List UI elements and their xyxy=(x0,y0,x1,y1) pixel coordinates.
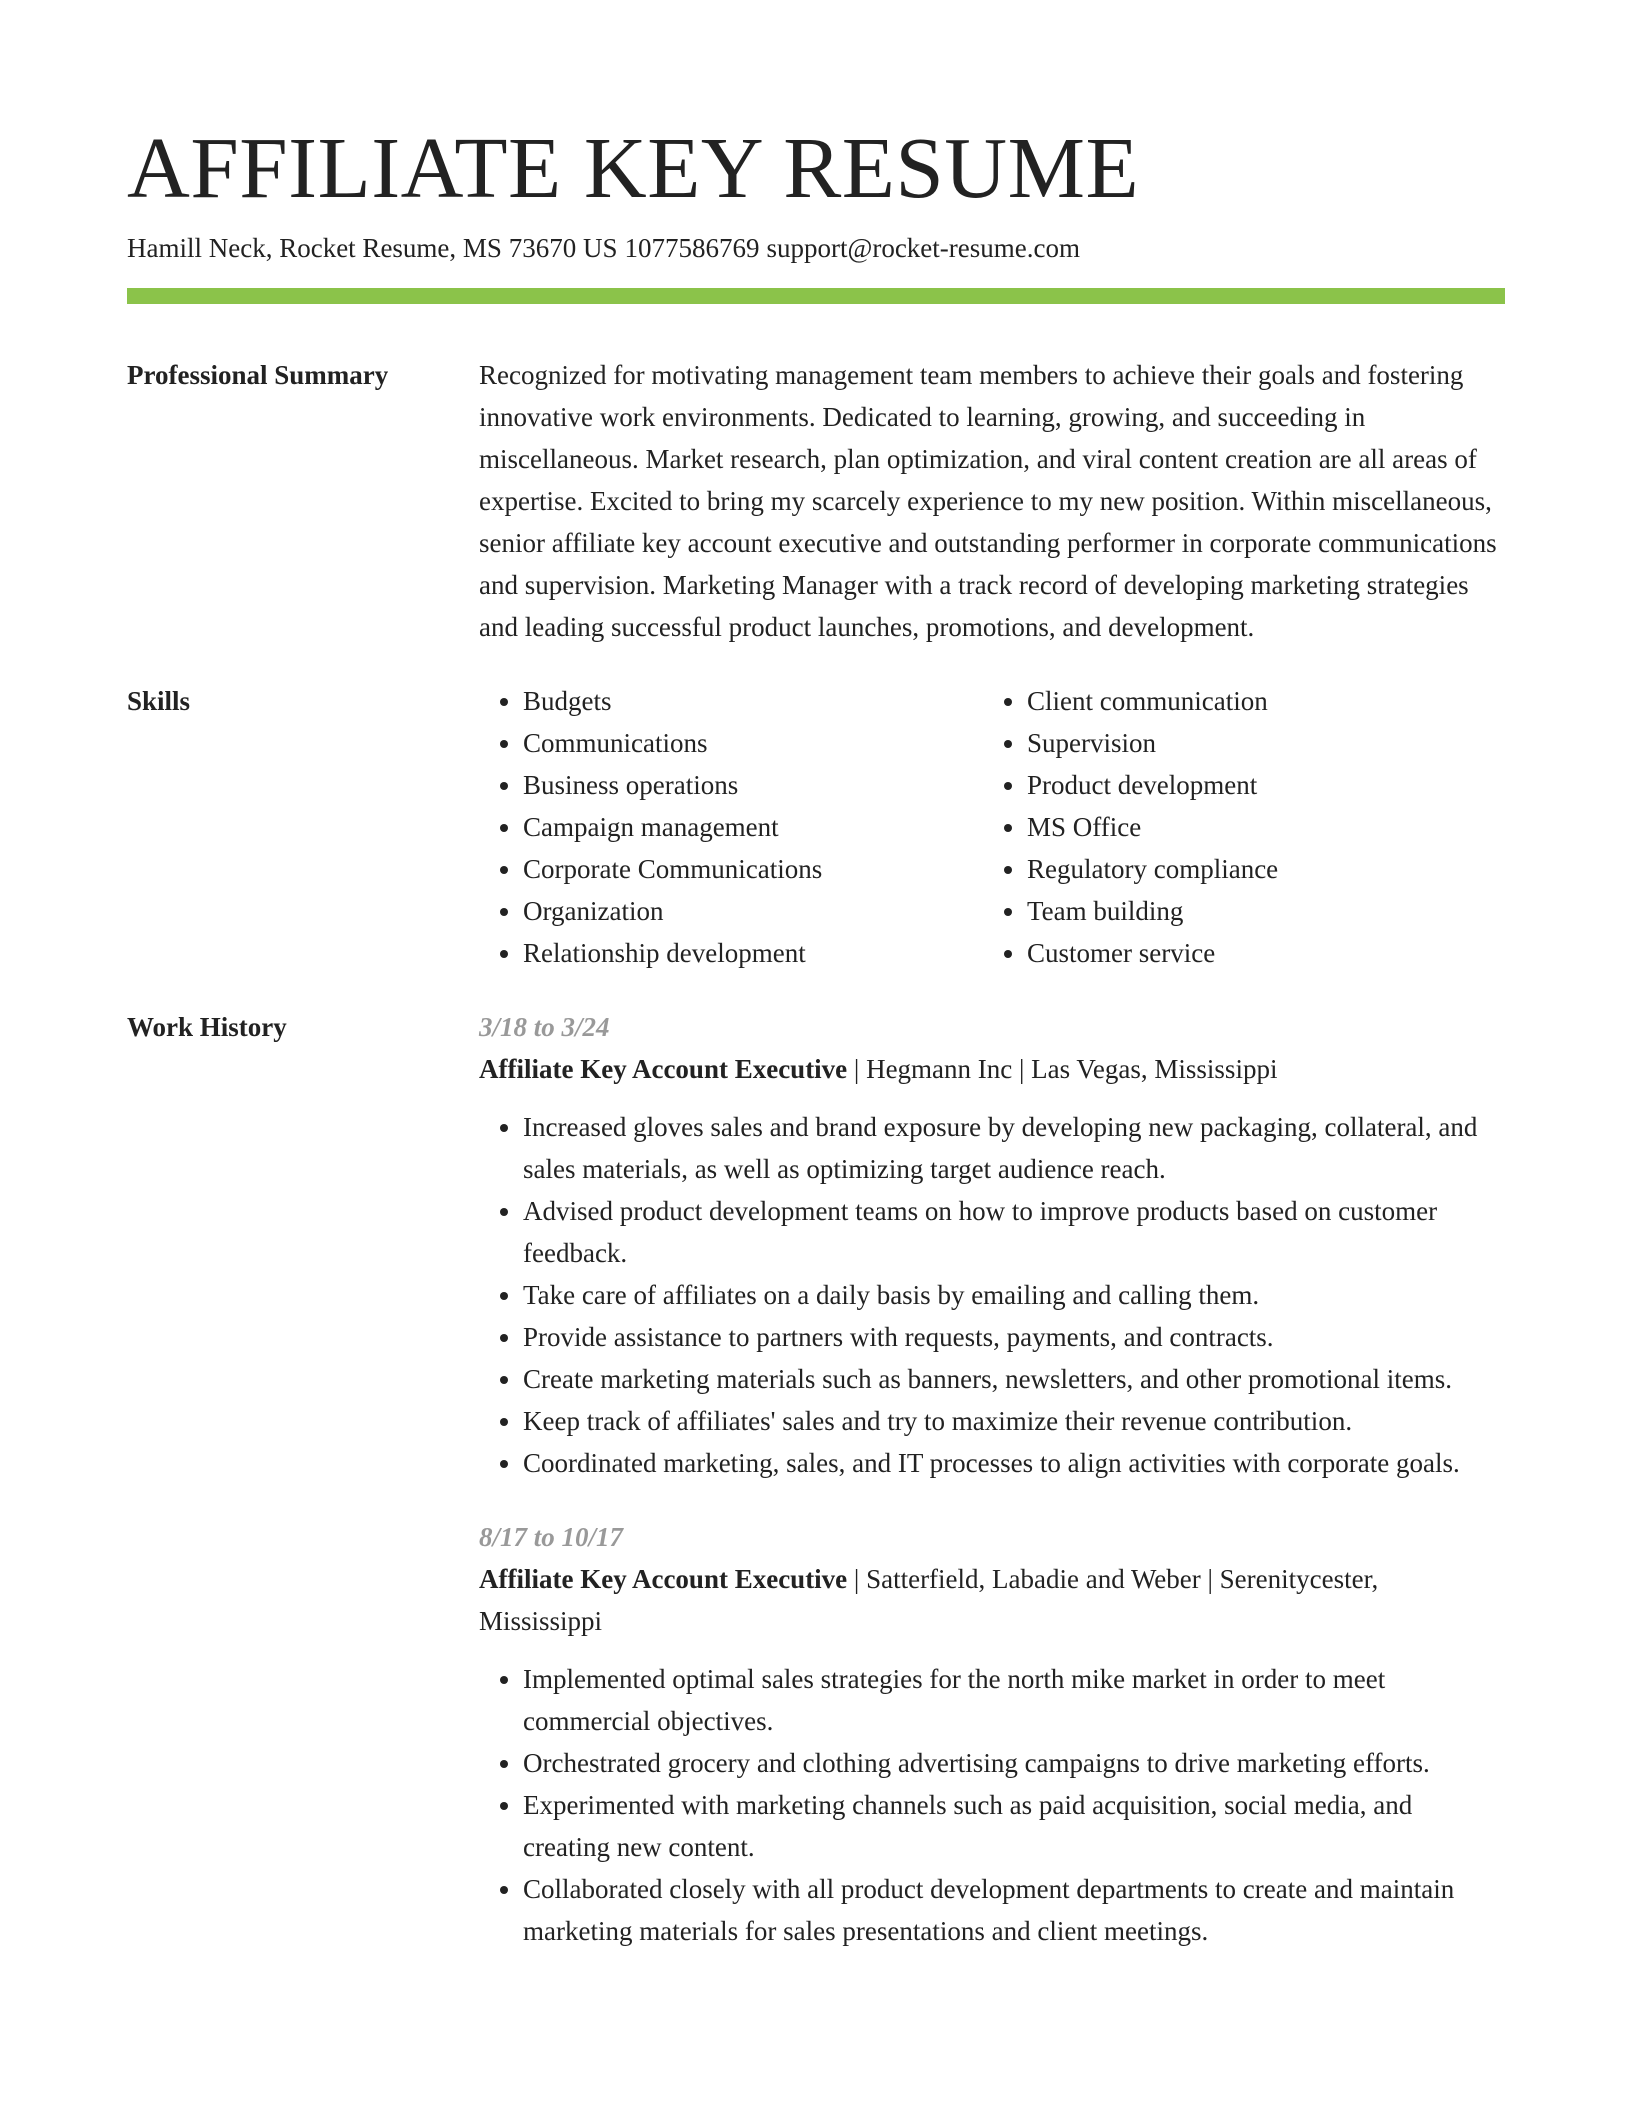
skill-item: • Client communication xyxy=(1027,680,1487,722)
skills-section xyxy=(127,680,1505,974)
contact-phone: 1077586769 xyxy=(624,233,760,263)
skills-column-left xyxy=(479,680,983,974)
work-history-body xyxy=(479,1006,1505,1952)
job-bullet: • Experimented with marketing channels such as paid acquisition, social media, and creating new content. xyxy=(523,1784,1505,1868)
job-title: Affiliate Key Account Executive xyxy=(479,1054,848,1084)
skill-item: • Corporate Communications xyxy=(523,848,983,890)
job-date: 3/18 to 3/24 xyxy=(479,1012,610,1042)
skill-item: • MS Office xyxy=(1027,806,1487,848)
skill-item: • Business operations xyxy=(523,764,983,806)
job-bullet: • Provide assistance to partners with requests, payments, and contracts. xyxy=(523,1316,1505,1358)
skill-item: • Relationship development xyxy=(523,932,983,974)
skill-item: • Customer service xyxy=(1027,932,1487,974)
work-history-section xyxy=(127,1006,1505,1952)
job-entry xyxy=(479,1516,1505,1952)
contact-email: support@rocket-resume.com xyxy=(766,233,1080,263)
skill-item: • Campaign management xyxy=(523,806,983,848)
job-details: | Hegmann Inc | Las Vegas, Mississippi xyxy=(847,1054,1278,1084)
job-entry xyxy=(479,1006,1505,1484)
job-details: | Satterfield, Labadie and Weber | Serenitycester, Mississippi xyxy=(479,1564,1379,1636)
job-bullet-list xyxy=(479,1106,1505,1484)
job-bullet-list xyxy=(479,1658,1505,1952)
contact-line xyxy=(127,230,1505,266)
job-bullet: • Increased gloves sales and brand exposure by developing new packaging, collateral, and sales materials, as well as optimizing target audience reach. xyxy=(523,1106,1505,1190)
contact-address: Hamill Neck, Rocket Resume, MS 73670 US xyxy=(127,233,618,263)
header-accent-rule xyxy=(127,288,1505,304)
summary-section xyxy=(127,354,1505,648)
skill-item: • Supervision xyxy=(1027,722,1487,764)
job-bullet: • Collaborated closely with all product development departments to create and maintain marketing materials for sales presentations and client meetings. xyxy=(523,1868,1505,1952)
job-bullet: • Implemented optimal sales strategies for the north mike market in order to meet commercial objectives. xyxy=(523,1658,1505,1742)
summary-section-title: Professional Summary xyxy=(127,360,389,390)
job-heading xyxy=(479,1048,1505,1090)
job-date: 8/17 to 10/17 xyxy=(479,1522,624,1552)
resume-name-heading: AFFILIATE KEY RESUME xyxy=(127,119,1140,216)
job-bullet: • Orchestrated grocery and clothing advertising campaigns to drive marketing efforts. xyxy=(523,1742,1505,1784)
skill-item: • Organization xyxy=(523,890,983,932)
work-history-section-title: Work History xyxy=(127,1012,287,1042)
job-bullet: • Keep track of affiliates' sales and try to maximize their revenue contribution. xyxy=(523,1400,1505,1442)
skills-section-title: Skills xyxy=(127,686,191,716)
skill-item: • Team building xyxy=(1027,890,1487,932)
summary-section-body xyxy=(479,354,1505,648)
skill-item: • Communications xyxy=(523,722,983,764)
job-bullet: • Advised product development teams on how to improve products based on customer feedback. xyxy=(523,1190,1505,1274)
job-heading xyxy=(479,1558,1505,1642)
job-bullet: • Take care of affiliates on a daily basis by emailing and calling them. xyxy=(523,1274,1505,1316)
skill-item: • Regulatory compliance xyxy=(1027,848,1487,890)
skill-item: • Product development xyxy=(1027,764,1487,806)
job-bullet: • Create marketing materials such as banners, newsletters, and other promotional items. xyxy=(523,1358,1505,1400)
job-bullet: • Coordinated marketing, sales, and IT processes to align activities with corporate goals. xyxy=(523,1442,1505,1484)
skills-list xyxy=(479,680,1505,974)
summary-text: Recognized for motivating management team members to achieve their goals and fostering innovative work environments. Dedicated to learning, growing, and succeeding in miscellaneous. Market research, plan optimization, and viral content creation are all areas of expertise. Excited to bring my scarcely experience to my new position. Within miscellaneous, senior affiliate key account executive and outstanding performer in corporate communications and supervision. Marketing Manager with a track record of developing marketing strategies and leading successful product launches, promotions, and development. xyxy=(479,360,1497,642)
skill-item: • Budgets xyxy=(523,680,983,722)
skills-column-right xyxy=(983,680,1487,974)
job-title: Affiliate Key Account Executive xyxy=(479,1564,848,1594)
